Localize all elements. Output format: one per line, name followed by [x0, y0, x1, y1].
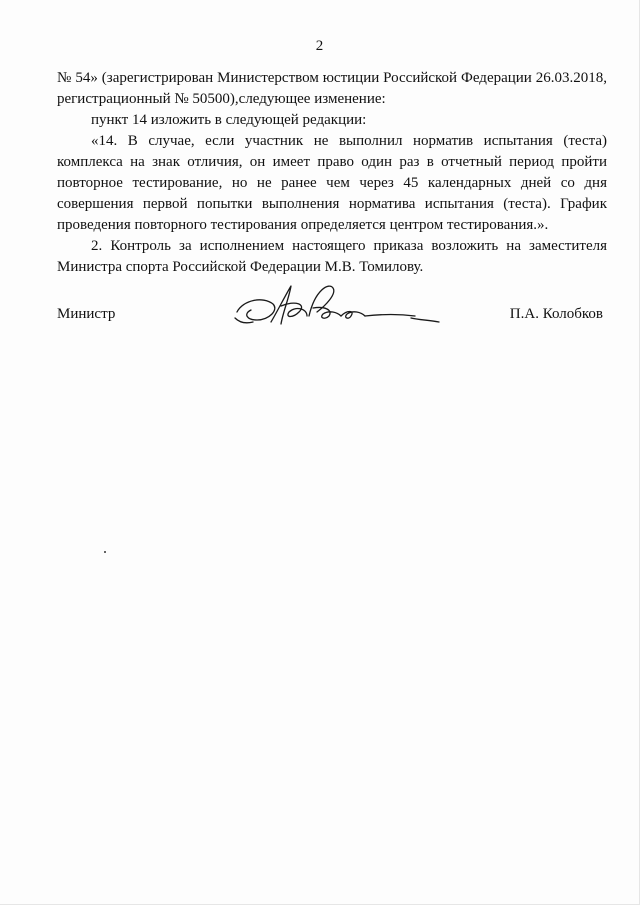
paragraph-control-clause: 2. Контроль за исполнением настоящего приказа возложить на заместителя Министра спорта Российской Федерации М.В. Томилову. [57, 238, 607, 275]
paragraph-continuation: № 54» (зарегистрирован Министерством юстиции Российской Федерации 26.03.2018, регистрационный № 50500),следующее изменение: [57, 70, 607, 107]
paragraph-amendment-text: «14. В случае, если участник не выполнил норматив испытания (теста) комплекса на знак отличия, он имеет право один раз в отчетный период пройти повторное тестирование, но не ранее чем через 45 календарных дней со дня совершения первой попытки выполнения норматива испытания (теста). График проведения повторного тестирования определяется центром тестирования.». [57, 133, 607, 233]
signatory-name: П.А. Колобков [509, 306, 603, 322]
handwritten-signature [233, 282, 443, 342]
paragraph-amendment-intro: пункт 14 изложить в следующей редакции: [91, 112, 367, 128]
signature-block [57, 300, 603, 350]
document-body [57, 68, 607, 278]
page-number: 2 [315, 38, 324, 54]
signatory-role: Министр [57, 306, 116, 322]
scan-speck [104, 551, 106, 553]
